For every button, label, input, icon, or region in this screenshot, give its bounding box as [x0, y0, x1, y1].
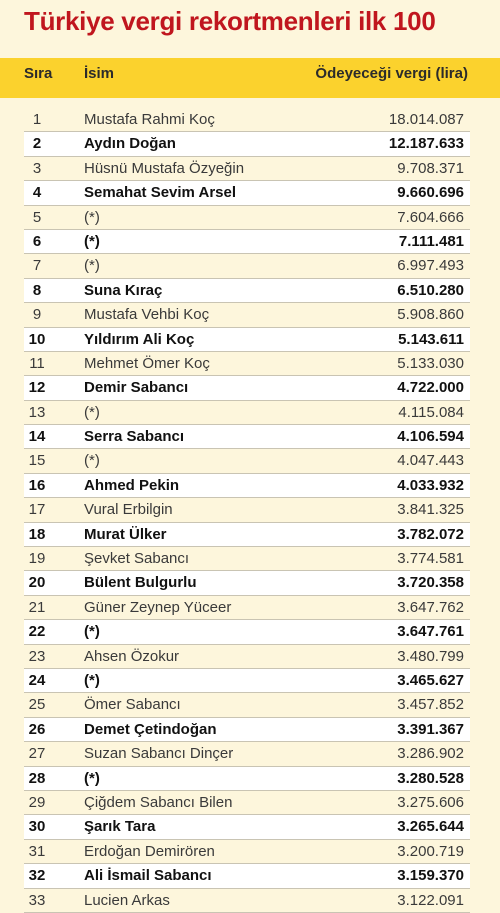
name-cell: Demet Çetindoğan: [84, 720, 217, 738]
name-cell: (*): [84, 769, 100, 787]
tax-cell: 3.457.852: [397, 696, 464, 714]
name-cell: Ahsen Özokur: [84, 647, 180, 665]
rank-cell: 25: [28, 696, 46, 714]
name-cell: Güner Zeynep Yüceer: [84, 598, 232, 616]
tax-cell: 5.133.030: [397, 354, 464, 372]
name-cell: (*): [84, 452, 100, 470]
tax-cell: 4.033.932: [397, 476, 464, 494]
tax-cell: 9.660.696: [397, 184, 464, 202]
name-cell: Serra Sabancı: [84, 428, 185, 446]
tax-cell: 7.111.481: [398, 232, 464, 250]
rank-cell: 20: [28, 574, 46, 592]
tax-cell: 3.647.761: [397, 623, 464, 641]
rank-cell: 9: [32, 306, 42, 324]
name-cell: Erdoğan Demirören: [84, 842, 215, 860]
table-row: [24, 181, 470, 205]
name-cell: Suna Kıraç: [84, 281, 163, 299]
table-row: [24, 523, 470, 547]
tax-cell: 3.200.719: [397, 842, 464, 860]
table-row: [24, 547, 470, 571]
table-row: [24, 645, 470, 669]
rank-cell: 5: [32, 208, 42, 226]
tax-cell: 9.708.371: [397, 159, 464, 177]
table-row: [24, 840, 470, 864]
rank-cell: 21: [28, 598, 46, 616]
tax-cell: 3.480.799: [397, 647, 464, 665]
tax-cell: 3.782.072: [397, 525, 464, 543]
page-title: Türkiye vergi rekortmenleri ilk 100: [24, 6, 436, 36]
name-cell: Suzan Sabancı Dinçer: [84, 745, 234, 763]
name-cell: Çiğdem Sabancı Bilen: [84, 793, 233, 811]
name-cell: (*): [84, 403, 100, 421]
table-row: [24, 669, 470, 693]
table-header: [0, 58, 500, 98]
table-row: [24, 498, 470, 522]
table-row: [24, 401, 470, 425]
tax-cell: 4.106.594: [397, 428, 464, 446]
rank-cell: 3: [32, 159, 42, 177]
name-cell: Murat Ülker: [84, 525, 167, 543]
tax-cell: 12.187.633: [388, 135, 464, 153]
rank-cell: 15: [28, 452, 46, 470]
rank-cell: 31: [28, 842, 46, 860]
name-cell: (*): [84, 208, 100, 226]
name-cell: Bülent Bulgurlu: [84, 574, 197, 592]
rank-cell: 33: [28, 891, 46, 909]
tax-cell: 7.604.666: [397, 208, 464, 226]
tax-cell: 5.143.611: [398, 330, 464, 348]
rank-cell: 11: [29, 354, 45, 372]
tax-cell: 3.774.581: [397, 550, 464, 568]
rank-cell: 4: [32, 184, 42, 202]
tax-cell: 3.391.367: [397, 720, 464, 738]
table-row: [24, 596, 470, 620]
table-row: [24, 474, 470, 498]
rank-cell: 7: [32, 257, 42, 275]
tax-cell: 6.510.280: [397, 281, 464, 299]
tax-cell: 3.265.644: [397, 818, 464, 836]
name-cell: Ali İsmail Sabancı: [84, 867, 212, 885]
table-row: [24, 791, 470, 815]
name-cell: Mustafa Rahmi Koç: [84, 111, 215, 128]
name-cell: Yıldırım Ali Koç: [84, 330, 195, 348]
rank-cell: 24: [28, 671, 46, 689]
name-cell: (*): [84, 257, 100, 275]
name-cell: Ömer Sabancı: [84, 696, 181, 714]
table-row: [24, 815, 470, 839]
rank-cell: 13: [28, 403, 46, 421]
tax-cell: 3.841.325: [397, 501, 464, 519]
rank-cell: 6: [32, 232, 42, 250]
rank-cell: 30: [28, 818, 46, 836]
rank-cell: 18: [28, 525, 46, 543]
name-cell: Mehmet Ömer Koç: [84, 354, 210, 372]
name-cell: Demir Sabancı: [84, 379, 189, 397]
table-row: [24, 742, 470, 766]
tax-cell: 4.722.000: [397, 379, 464, 397]
column-header-name: İsim: [84, 65, 115, 82]
table-row: [24, 620, 470, 644]
tax-cell: 3.275.606: [397, 793, 464, 811]
rank-cell: 22: [28, 623, 46, 641]
tax-cell: 3.159.370: [397, 867, 464, 885]
tax-cell: 4.047.443: [397, 452, 464, 470]
name-cell: Lucien Arkas: [84, 891, 170, 909]
name-cell: (*): [84, 671, 100, 689]
name-cell: Semahat Sevim Arsel: [84, 184, 237, 202]
name-cell: Aydın Doğan: [84, 135, 176, 153]
table-row: [24, 425, 470, 449]
column-header-tax: Ödeyeceği vergi (lira): [315, 65, 468, 82]
rank-cell: 27: [28, 745, 46, 763]
name-cell: Hüsnü Mustafa Özyeğin: [84, 159, 245, 177]
tax-cell: 3.647.762: [397, 598, 464, 616]
name-cell: (*): [84, 623, 100, 641]
rank-cell: 2: [32, 135, 42, 153]
rank-cell: 10: [28, 330, 46, 348]
rank-cell: 1: [32, 111, 42, 128]
tax-cell: 5.908.860: [397, 306, 464, 324]
table-row: [24, 303, 470, 327]
table-row: [24, 718, 470, 742]
rank-cell: 23: [28, 647, 46, 665]
table-row: [24, 693, 470, 717]
table-row: [24, 449, 470, 473]
table-row: [24, 108, 470, 132]
table-body: [24, 108, 470, 913]
table-row: [24, 571, 470, 595]
table-row: [24, 157, 470, 181]
table-row: [24, 352, 470, 376]
table-row: [24, 889, 470, 913]
table-row: [24, 767, 470, 791]
name-cell: Şarık Tara: [84, 818, 156, 836]
table-row: [24, 132, 470, 156]
name-cell: Şevket Sabancı: [84, 550, 190, 568]
rank-cell: 12: [28, 379, 46, 397]
name-cell: (*): [84, 232, 100, 250]
tax-cell: 3.122.091: [397, 891, 464, 909]
rank-cell: 8: [32, 281, 42, 299]
column-header-rank: Sıra: [24, 65, 53, 82]
table-row: [24, 254, 470, 278]
tax-cell: 18.014.087: [388, 111, 464, 128]
table-row: [24, 864, 470, 888]
rank-cell: 26: [28, 720, 46, 738]
rank-cell: 29: [28, 793, 46, 811]
table-row: [24, 328, 470, 352]
tax-cell: 3.465.627: [397, 671, 464, 689]
rank-cell: 28: [28, 769, 46, 787]
table-row: [24, 206, 470, 230]
name-cell: Mustafa Vehbi Koç: [84, 306, 210, 324]
rank-cell: 32: [28, 867, 46, 885]
tax-cell: 3.286.902: [397, 745, 464, 763]
table-row: [24, 376, 470, 400]
table-row: [24, 230, 470, 254]
tax-cell: 3.720.358: [397, 574, 464, 592]
name-cell: Vural Erbilgin: [84, 501, 173, 519]
rank-cell: 16: [28, 476, 46, 494]
tax-cell: 3.280.528: [397, 769, 464, 787]
table-row: [24, 279, 470, 303]
rank-cell: 14: [28, 428, 46, 446]
tax-cell: 6.997.493: [397, 257, 464, 275]
tax-cell: 4.115.084: [398, 403, 464, 421]
name-cell: Ahmed Pekin: [84, 476, 180, 494]
rank-cell: 17: [28, 501, 46, 519]
rank-cell: 19: [28, 550, 46, 568]
